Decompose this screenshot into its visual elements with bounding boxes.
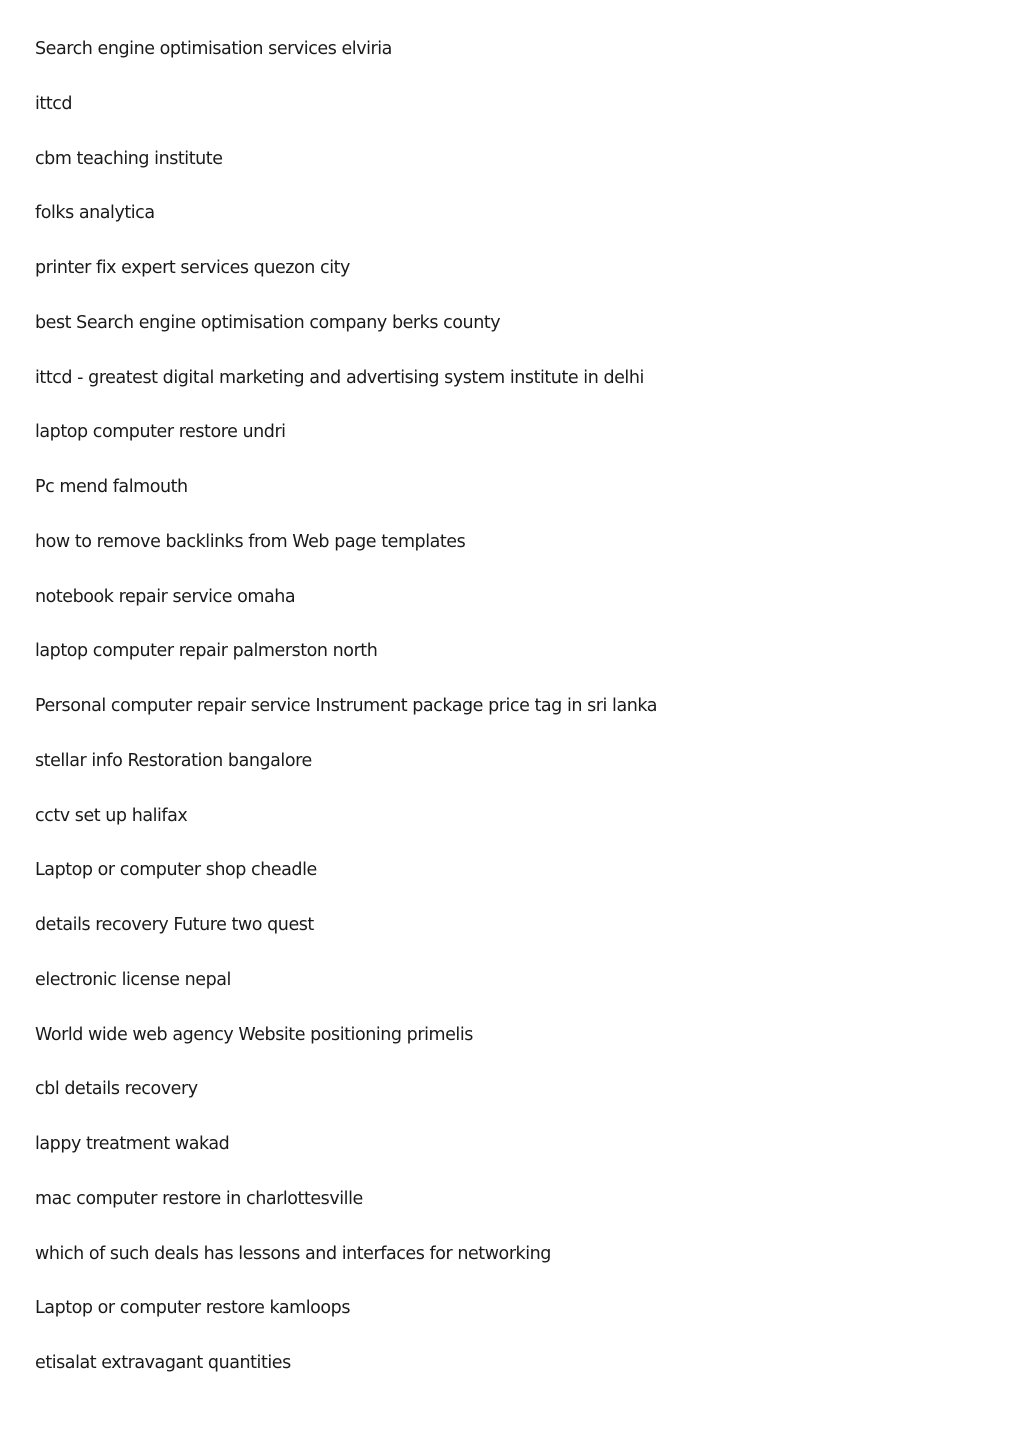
link-item-text[interactable]: ittcd <box>35 93 73 114</box>
list-item <box>35 968 657 1023</box>
link-item-text[interactable]: cctv set up halifax <box>35 805 188 826</box>
link-item-text[interactable]: best Search engine optimisation company berks county <box>35 312 501 333</box>
list-item <box>35 1132 657 1187</box>
list-item <box>35 1187 657 1242</box>
link-item-text[interactable]: Search engine optimisation services elviria <box>35 39 392 59</box>
link-item-text[interactable]: details recovery Future two quest <box>35 915 314 935</box>
link-item-text[interactable]: stellar info Restoration bangalore <box>35 750 312 771</box>
link-list <box>35 37 657 1406</box>
list-item <box>35 366 657 421</box>
list-item <box>35 858 657 913</box>
list-item <box>35 694 657 749</box>
list-item <box>35 475 657 530</box>
link-item-text[interactable]: mac computer restore in charlottesville <box>35 1188 363 1209</box>
list-item <box>35 37 657 92</box>
link-item-text[interactable]: electronic license nepal <box>35 969 231 990</box>
link-item-text[interactable]: Laptop or computer shop cheadle <box>35 860 317 881</box>
list-item <box>35 420 657 475</box>
list-item <box>35 804 657 859</box>
list-item <box>35 749 657 804</box>
list-item <box>35 1242 657 1297</box>
list-item <box>35 1351 657 1406</box>
list-item <box>35 585 657 640</box>
list-item <box>35 256 657 311</box>
link-item-text[interactable]: etisalat extravagant quantities <box>35 1353 291 1373</box>
list-item <box>35 1077 657 1132</box>
link-item-text[interactable]: lappy treatment wakad <box>35 1134 230 1154</box>
link-item-text[interactable]: folks analytica <box>35 203 155 224</box>
link-item-text[interactable]: laptop computer restore undri <box>35 422 286 443</box>
link-item-text[interactable]: World wide web agency Website positioning primelis <box>35 1024 473 1045</box>
list-item <box>35 530 657 585</box>
link-item-text[interactable]: how to remove backlinks from Web page templates <box>35 531 466 552</box>
link-item-text[interactable]: which of such deals has lessons and interfaces for networking <box>35 1243 551 1264</box>
list-item <box>35 913 657 968</box>
link-item-text[interactable]: Pc mend falmouth <box>35 477 188 497</box>
link-item-text[interactable]: cbm teaching institute <box>35 148 223 169</box>
link-item-text[interactable]: laptop computer repair palmerston north <box>35 641 378 662</box>
link-item-text[interactable]: Personal computer repair service Instrument package price tag in sri lanka <box>35 696 658 716</box>
link-item-text[interactable]: Laptop or computer restore kamloops <box>35 1298 350 1319</box>
list-item <box>35 639 657 694</box>
link-item-text[interactable]: notebook repair service omaha <box>35 586 296 607</box>
list-item <box>35 92 657 147</box>
list-item <box>35 1296 657 1351</box>
link-item-text[interactable]: cbl details recovery <box>35 1079 198 1100</box>
link-item-text[interactable]: printer fix expert services quezon city <box>35 258 350 278</box>
list-item <box>35 311 657 366</box>
link-item-text[interactable]: ittcd - greatest digital marketing and advertising system institute in delhi <box>35 367 644 388</box>
list-item <box>35 201 657 256</box>
list-item <box>35 147 657 202</box>
list-item <box>35 1023 657 1078</box>
